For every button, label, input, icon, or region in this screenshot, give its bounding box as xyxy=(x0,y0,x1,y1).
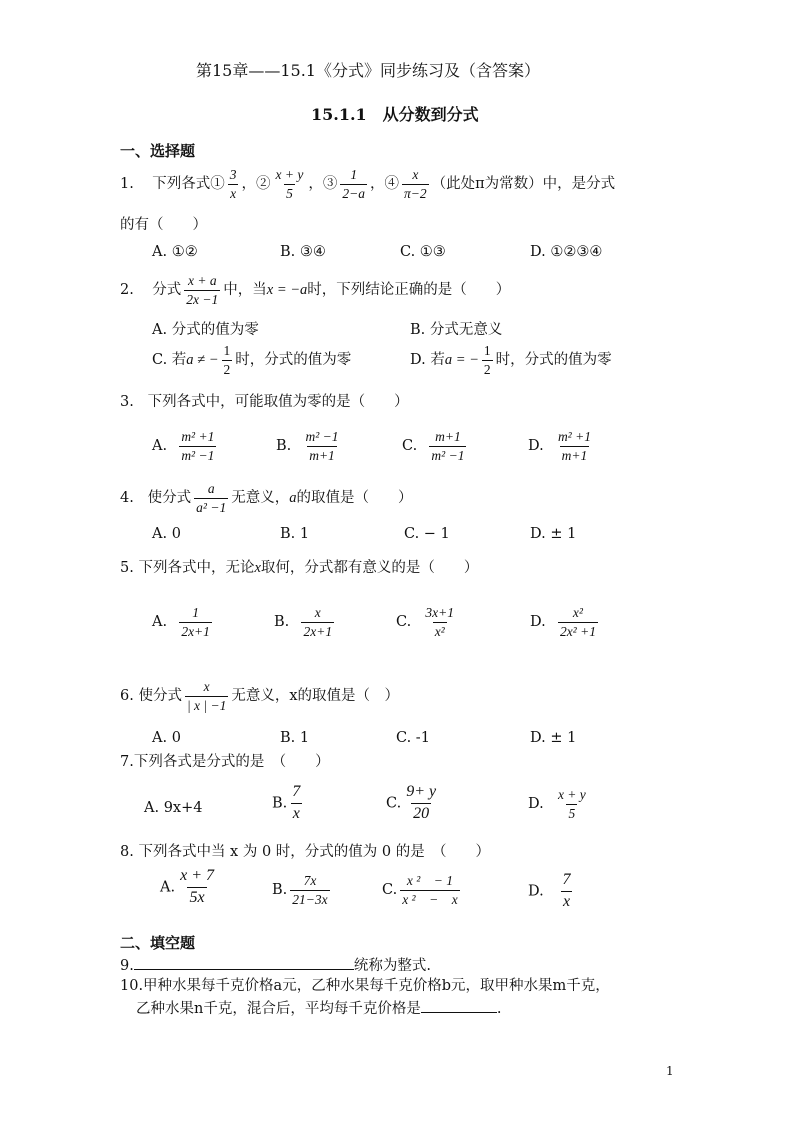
q4-option-b: B. 1 xyxy=(280,526,310,542)
question-10-line1: 10.甲种水果每千克价格a元，乙种水果每千克价格b元，取甲种水果m千克， xyxy=(120,978,610,994)
q4-option-c: C. − 1 xyxy=(404,526,450,542)
q2-c-prefix: C. 若 xyxy=(152,352,187,369)
q2-option-c xyxy=(152,342,351,378)
question-10-line2 xyxy=(136,997,501,1018)
q1-sep-4: ，④ xyxy=(370,176,399,193)
q9-number: 9. xyxy=(120,958,134,974)
q1-fraction-2: $\frac{x + y}{5}$ xyxy=(275,167,304,201)
q5-variable: x xyxy=(254,560,261,576)
q2-fraction: $\frac{x + a}{2x -1}$ xyxy=(186,273,219,307)
question-7: 7.下列各式是分式的是 （ ） xyxy=(120,754,330,770)
q3-fraction-d: $\frac{\text{m² +1}}{m+1}$ xyxy=(557,429,591,463)
q5-option-d: D. $\frac{\text{x²}}{\text{2x² +1}}$ xyxy=(530,605,596,639)
q2-option-b: B. 分式无意义 xyxy=(410,322,503,338)
question-8: 8. 下列各式中当 x 为 0 时，分式的值为 0 的是 （ ） xyxy=(120,844,490,860)
q8-fraction-d: $\frac{7}{x}$ xyxy=(561,870,573,913)
q8-option-d: D. $\frac{7}{x}$ xyxy=(528,870,576,913)
q6-option-b: B. 1 xyxy=(280,730,310,746)
q6-option-a: A. 0 xyxy=(152,730,181,746)
q9-answer-blank[interactable] xyxy=(134,956,354,970)
q10-text: 乙种水果n千克，混合后，平均每千克价格是 xyxy=(136,1001,421,1017)
q2-mid: 中，当 xyxy=(223,282,267,299)
section-heading-choice: 一、选择题 xyxy=(120,142,196,160)
q5-prefix: 下列各式中，无论 xyxy=(138,560,255,576)
q6-option-d: D. ± 1 xyxy=(530,730,577,746)
q2-prefix: 分式 xyxy=(152,282,182,299)
q4-variable: a xyxy=(289,490,297,507)
q5-fraction-b: $\frac{x}{2x+1}$ xyxy=(303,605,333,639)
q7-option-d: D. $\frac{x + y}{5}$ xyxy=(528,787,586,821)
q9-suffix: 统称为整式. xyxy=(353,958,431,974)
q6-number: 6. xyxy=(120,688,134,705)
q1-line2: 的有（ ） xyxy=(120,217,207,233)
q2-option-d xyxy=(410,342,612,378)
q1-fraction-4: $\frac{x}{\pi-2}$ xyxy=(404,167,427,201)
q2-number: 2. xyxy=(120,282,134,299)
question-6 xyxy=(120,678,399,714)
section-subtitle: 15.1.1 从分数到分式 xyxy=(311,105,479,124)
q2-d-math: a = − xyxy=(444,352,479,369)
q1-option-a: A. ①② xyxy=(152,244,198,260)
q1-suffix: （此处π为常数）中，是分式 xyxy=(431,176,616,193)
q8-fraction-a: $\frac{x + 7}{5x}$ xyxy=(178,866,216,909)
q1-option-b: B. ③④ xyxy=(280,244,326,260)
q3-option-a: A. $\frac{\text{m² +1}}{\text{m² −1}}$ xyxy=(152,429,215,463)
q4-prefix: 使分式 xyxy=(147,490,192,507)
q4-option-d: D. ± 1 xyxy=(530,526,577,542)
q5-fraction-c: $\frac{3x+1}{\text{x²}}$ xyxy=(425,605,455,639)
question-4 xyxy=(120,480,412,516)
q5-option-b: B. $\frac{x}{2x+1}$ xyxy=(274,605,333,639)
q5-option-c: C. $\frac{3x+1}{\text{x²}}$ xyxy=(396,605,455,639)
q2-condition: x = −a xyxy=(266,282,308,299)
q3-fraction-c: $\frac{m+1}{\text{m² −1}}$ xyxy=(431,429,465,463)
question-1 xyxy=(120,166,615,202)
q1-prefix: 下列各式① xyxy=(152,176,225,193)
q7-fraction-d: $\frac{x + y}{5}$ xyxy=(557,787,586,821)
q6-suffix: 无意义，x的取值是（ ） xyxy=(231,688,400,705)
q1-fraction-3: $\frac{1}{2-a}$ xyxy=(342,167,365,201)
q7-fraction-b: $\frac{7}{x}$ xyxy=(290,782,302,825)
q3-number: 3. xyxy=(120,394,134,410)
question-3 xyxy=(120,390,409,411)
q10-end: . xyxy=(496,1001,502,1017)
q2-c-fraction: $\frac{1}{2}$ xyxy=(223,343,231,377)
q3-fraction-a: $\frac{\text{m² +1}}{\text{m² −1}}$ xyxy=(181,429,215,463)
q4-mid: 无意义， xyxy=(231,490,290,507)
q8-option-b: B. $\frac{7x}{21-3x}$ xyxy=(272,873,328,907)
q4-suffix: 的取值是（ ） xyxy=(296,490,413,507)
q6-option-c: C. -1 xyxy=(396,730,430,746)
q8-fraction-c: $\frac{\text{x ² − 1}}{\text{x ² − x}}$ xyxy=(402,873,458,907)
q7-option-c: C. $\frac{9+ y}{20}$ xyxy=(386,782,441,825)
q2-d-prefix: D. 若 xyxy=(410,352,445,369)
q5-fraction-a: $\frac{1}{2x+1}$ xyxy=(181,605,210,639)
q2-d-suffix: 时，分式的值为零 xyxy=(495,352,612,369)
q8-fraction-b: $\frac{7x}{21-3x}$ xyxy=(292,873,328,907)
q6-prefix: 使分式 xyxy=(138,688,182,705)
q2-c-suffix: 时，分式的值为零 xyxy=(235,352,352,369)
q8-option-a: A. $\frac{x + 7}{5x}$ xyxy=(160,866,219,909)
q3-option-b: B. $\frac{\text{m² −1}}{m+1}$ xyxy=(276,429,339,463)
q2-option-a: A. 分式的值为零 xyxy=(152,322,259,338)
page-number: 1 xyxy=(666,1064,674,1078)
q3-option-c: C. $\frac{m+1}{\text{m² −1}}$ xyxy=(402,429,465,463)
q1-option-c: C. ①③ xyxy=(400,244,446,260)
q7-fraction-c: $\frac{9+ y}{20}$ xyxy=(404,782,438,825)
q4-option-a: A. 0 xyxy=(152,526,181,542)
document-title: 第15章——15.1《分式》同步练习及（含答案） xyxy=(196,61,540,80)
q5-suffix: 取何，分式都有意义的是（ ） xyxy=(260,560,479,576)
q2-suffix: 时，下列结论正确的是（ ） xyxy=(307,282,511,299)
q8-option-c: C. $\frac{\text{x ² − 1}}{\text{x ² − x}}$ xyxy=(382,873,458,907)
q10-answer-blank[interactable] xyxy=(421,999,497,1013)
q3-fraction-b: $\frac{\text{m² −1}}{m+1}$ xyxy=(305,429,339,463)
q5-number: 5. xyxy=(120,560,134,576)
q1-sep-2: ，② xyxy=(241,176,271,193)
question-5 xyxy=(120,556,478,577)
q1-fraction-1: $\frac{3}{x}$ xyxy=(229,167,237,201)
q5-fraction-d: $\frac{\text{x²}}{\text{2x² +1}}$ xyxy=(559,605,596,639)
q4-number: 4. xyxy=(120,490,134,507)
q3-text: 下列各式中，可能取值为零的是（ ） xyxy=(147,394,409,410)
section-heading-fill: 二、填空题 xyxy=(120,934,196,952)
q1-number: 1. xyxy=(120,176,134,193)
q1-sep-3: ，③ xyxy=(308,176,338,193)
q7-option-a: A. 9x+4 xyxy=(144,800,203,816)
q5-option-a: A. $\frac{1}{2x+1}$ xyxy=(152,605,210,639)
question-2 xyxy=(120,272,510,308)
q4-fraction: $\frac{a}{\text{a² −1}}$ xyxy=(196,481,227,515)
q2-d-fraction: $\frac{1}{2}$ xyxy=(483,343,491,377)
q7-option-b: B. $\frac{7}{x}$ xyxy=(272,782,305,825)
q1-option-d: D. ①②③④ xyxy=(530,244,603,260)
q2-c-math: a ≠ − xyxy=(186,352,219,369)
q3-option-d: D. $\frac{\text{m² +1}}{m+1}$ xyxy=(528,429,591,463)
question-9 xyxy=(120,954,431,975)
q6-fraction: $\frac{x}{| x | -1}$ xyxy=(186,679,227,713)
